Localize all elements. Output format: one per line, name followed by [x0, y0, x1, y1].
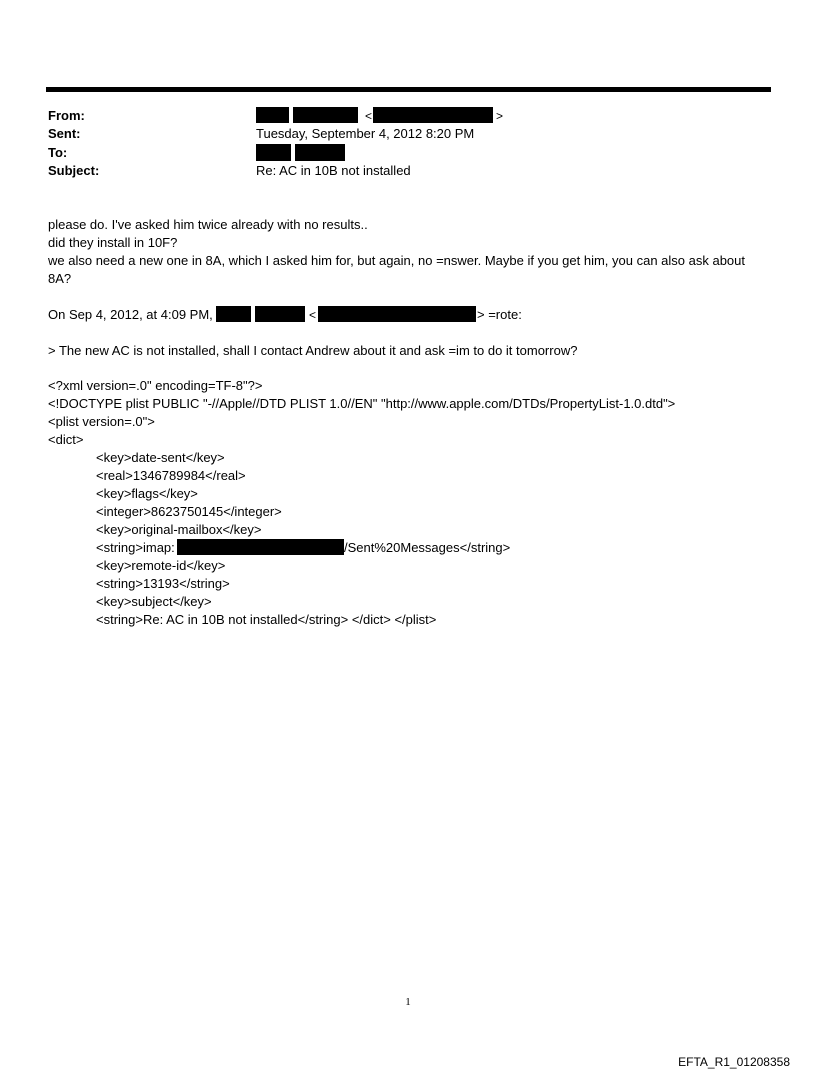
redaction-imap-account: [177, 539, 344, 555]
xml-imap-prefix: <string>imap:: [96, 540, 175, 555]
redaction-quote-first: [216, 306, 251, 322]
to-label: To:: [48, 145, 68, 160]
redaction-from-first: [256, 107, 289, 123]
sent-value: Tuesday, September 4, 2012 8:20 PM: [256, 126, 475, 141]
xml-entry: <real>1346789984</real>: [96, 468, 246, 483]
xml-declaration: <?xml version=.0" encoding=TF-8"?>: [48, 378, 263, 393]
header-rule: [46, 87, 771, 92]
xml-entry: <key>original-mailbox</key>: [96, 522, 262, 537]
redaction-quote-email: [318, 306, 476, 322]
sent-label: Sent:: [48, 126, 81, 141]
xml-entry: <key>date-sent</key>: [96, 450, 225, 465]
from-lt: <: [365, 109, 373, 123]
xml-entry: <string>Re: AC in 10B not installed</string> </dict> </plist>: [96, 612, 437, 627]
xml-entry: <key>flags</key>: [96, 486, 198, 501]
xml-dict-open: <dict>: [48, 432, 84, 447]
xml-plist-open: <plist version=.0">: [48, 414, 155, 429]
body-line-4: 8A?: [48, 271, 72, 286]
xml-entry: <string>13193</string>: [96, 576, 230, 591]
subject-label: Subject:: [48, 163, 100, 178]
redaction-quote-last: [255, 306, 305, 322]
quote-attribution-prefix: On Sep 4, 2012, at 4:09 PM,: [48, 307, 213, 322]
from-gt: >: [496, 109, 504, 123]
body-line-1: please do. I've asked him twice already with no results..: [48, 217, 368, 232]
from-label: From:: [48, 108, 85, 123]
redaction-to-last: [295, 144, 345, 161]
quote-attribution-suffix: > =rote:: [477, 307, 522, 322]
xml-entry: <key>subject</key>: [96, 594, 212, 609]
xml-entry: <integer>8623750145</integer>: [96, 504, 282, 519]
subject-value: Re: AC in 10B not installed: [256, 163, 411, 178]
document-id: EFTA_R1_01208358: [678, 1055, 790, 1069]
xml-entry: <key>remote-id</key>: [96, 558, 226, 573]
xml-imap-suffix: /Sent%20Messages</string>: [344, 540, 511, 555]
redaction-from-last: [293, 107, 358, 123]
redaction-to-first: [256, 144, 291, 161]
page-number: 1: [405, 996, 411, 1008]
redaction-from-email: [373, 107, 493, 123]
quote-lt: <: [309, 308, 317, 322]
body-line-3: we also need a new one in 8A, which I asked him for, but again, no =nswer. Maybe if you get him, you can also ask about: [48, 253, 745, 268]
xml-doctype: <!DOCTYPE plist PUBLIC "-//Apple//DTD PLIST 1.0//EN" "http://www.apple.com/DTDs/PropertyList-1.0.dtd">: [48, 396, 676, 411]
body-line-2: did they install in 10F?: [48, 235, 178, 250]
quoted-line: > The new AC is not installed, shall I contact Andrew about it and ask =im to do it tomorrow?: [48, 343, 578, 358]
